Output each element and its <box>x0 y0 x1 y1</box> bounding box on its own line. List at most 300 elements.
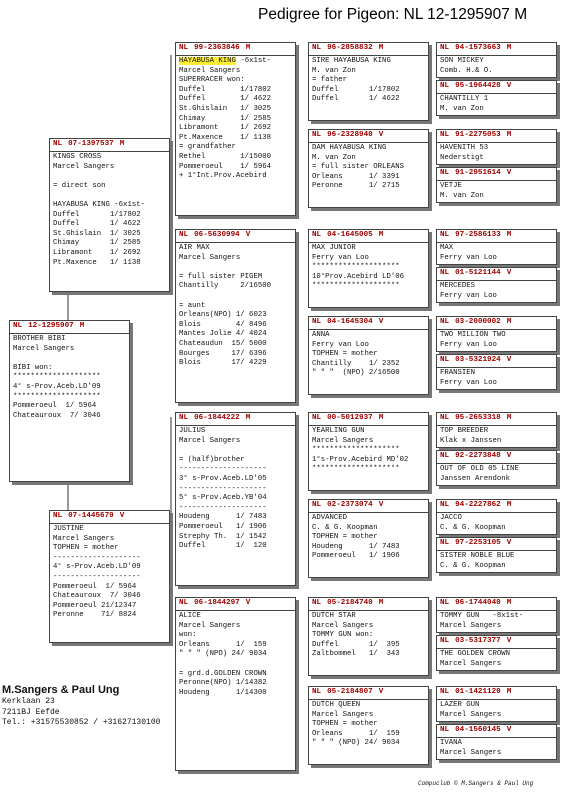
pedigree-card-ddd <box>308 686 429 765</box>
ring-number-header <box>176 230 295 243</box>
sex-marker: V <box>506 169 512 177</box>
ring-number: 07-1445679 <box>68 512 114 520</box>
country-code: NL <box>312 231 322 239</box>
card-line: Duffel 1/ 4622 <box>179 95 271 104</box>
country-code: NL <box>13 322 23 330</box>
ring-number-header <box>309 598 428 611</box>
pigeon-name: MAX JUNIOR <box>312 244 356 252</box>
card-body <box>437 426 556 447</box>
card-line: Chantilly 1/ 2352 <box>312 359 400 368</box>
ring-number-header <box>309 413 428 426</box>
card-line: ******************** <box>13 373 101 382</box>
card-line: Duffel 1/17802 <box>53 210 141 219</box>
sex-marker: M <box>378 414 384 422</box>
ring-number-header <box>10 321 129 334</box>
software-credit: Compuclub © M.Sangers & Paul Ung <box>418 780 534 787</box>
ring-number-header <box>309 230 428 243</box>
card-line: TOPHEN = mother <box>312 350 378 359</box>
ring-number-header <box>50 139 169 152</box>
card-line: Chateauroux 7/ 3046 <box>53 592 141 601</box>
card-line: = grd.d.GOLDEN CROWN <box>179 669 267 678</box>
card-line: Pt.Maxence 1/ 1138 <box>53 258 141 267</box>
card-line: Libramont 1/ 2692 <box>53 248 141 257</box>
card-line: St.Ghislain 1/ 3025 <box>53 229 141 238</box>
pedigree-card-sss <box>308 42 429 121</box>
breeder-address <box>2 684 160 729</box>
card-line: Chateaudun 15/ 5000 <box>179 339 267 348</box>
sex-marker: M <box>506 44 512 52</box>
card-line: = full sister PIGEM <box>179 272 263 281</box>
pigeon-name: CHANTILLY 1 <box>440 95 489 103</box>
card-line: Chateauroux 7/ 3046 <box>13 411 101 420</box>
pedigree-card-g8b <box>436 724 557 760</box>
card-line: Marcel Sangers <box>13 344 75 353</box>
ring-number-header <box>437 130 556 143</box>
card-line: Marcel Sangers <box>440 710 502 719</box>
card-line: Ferry van Loo <box>312 253 369 262</box>
sex-marker: V <box>506 82 512 90</box>
sex-marker: M <box>378 599 384 607</box>
ring-number-header <box>437 230 556 243</box>
ring-number-header <box>437 168 556 181</box>
ring-number-header <box>309 130 428 143</box>
card-line: Peronne 71/ 8824 <box>53 611 137 620</box>
card-line: Duffel 1/17802 <box>179 85 271 94</box>
sex-marker: M <box>245 44 251 52</box>
card-body <box>437 611 556 632</box>
country-code: NL <box>179 599 189 607</box>
country-code: NL <box>312 599 322 607</box>
card-body <box>437 94 556 115</box>
ring-number: 91-2275053 <box>455 131 501 139</box>
sex-marker: M <box>506 599 512 607</box>
pedigree-card-ds <box>175 412 296 586</box>
card-line: = grandfather <box>179 143 236 152</box>
card-line: BIBI won: <box>13 363 53 372</box>
card-line: 1°s-Prov.Acebird MD'02 <box>312 455 409 464</box>
sex-marker: V <box>506 452 512 460</box>
country-code: NL <box>179 231 189 239</box>
ring-number: 95-2653318 <box>455 414 501 422</box>
card-line: Pommeroeul 21/12347 <box>53 601 137 610</box>
ring-number-header <box>437 725 556 738</box>
card-line: ******************** <box>312 263 400 272</box>
pedigree-card-g5a <box>436 412 557 448</box>
card-body <box>437 368 556 389</box>
country-code: NL <box>53 140 63 148</box>
card-line: Marcel Sangers <box>179 621 241 630</box>
card-body <box>437 56 556 77</box>
card-line: Pommeroeul 1/ 5964 <box>13 402 97 411</box>
card-line: Houdeng 1/ 7483 <box>179 513 267 522</box>
pigeon-name: LAZER GUN <box>440 701 480 709</box>
pigeon-name: BROTHER BIBI <box>13 335 66 343</box>
sex-marker: M <box>506 501 512 509</box>
sex-marker: V <box>378 688 384 696</box>
sex-marker: V <box>245 599 251 607</box>
card-line <box>179 263 292 273</box>
sex-marker: V <box>378 501 384 509</box>
pedigree-card-g3b <box>436 267 557 303</box>
card-body <box>437 513 556 534</box>
card-line: + 1°Int.Prov.Acebird <box>179 172 267 181</box>
card-body <box>437 181 556 202</box>
country-code: NL <box>440 318 450 326</box>
pigeon-name: FRANSIEN <box>440 369 476 377</box>
card-line: Pommeroeul 1/ 5964 <box>179 162 271 171</box>
card-line: " " " (NPO) 2/16500 <box>312 369 400 378</box>
card-line: -------------------- <box>179 503 267 512</box>
ring-number: 96-2328940 <box>327 131 373 139</box>
card-line: Marcel Sangers <box>53 534 115 543</box>
ring-number-header <box>50 511 169 524</box>
card-line: St.Ghislain 1/ 3025 <box>179 104 271 113</box>
country-code: NL <box>179 414 189 422</box>
ring-number-header <box>309 43 428 56</box>
card-line: -------------------- <box>53 553 141 562</box>
card-line: Comb. H.& O. <box>440 66 493 75</box>
card-body <box>176 56 295 183</box>
sex-marker: M <box>378 231 384 239</box>
pigeon-name <box>179 57 292 67</box>
card-line: = full sister ORLEANS <box>312 163 404 172</box>
pigeon-name: AIR MAX <box>179 244 210 252</box>
ring-number: 96-1744040 <box>455 599 501 607</box>
card-line: Houdeng 1/14300 <box>179 688 267 697</box>
pedigree-card-subject <box>9 320 130 482</box>
card-body <box>437 551 556 572</box>
card-line: Ferry van Loo <box>440 253 497 262</box>
ring-number-header <box>437 538 556 551</box>
ring-number: 96-2858832 <box>327 44 373 52</box>
ring-number-header <box>309 317 428 330</box>
country-code: NL <box>440 599 450 607</box>
pigeon-name: TOMMY GUN -8x1st- <box>440 612 524 620</box>
card-line: = aunt <box>179 301 206 310</box>
address-line: Kerklaan 23 <box>2 697 55 706</box>
ring-number-header <box>437 636 556 649</box>
card-line: 10°Prov.Acebird LD'06 <box>312 272 404 281</box>
pedigree-card-g6b <box>436 537 557 573</box>
pigeon-name: YEARLING GUN <box>312 427 365 435</box>
card-line: -------------------- <box>53 572 141 581</box>
ring-number: 97-2586133 <box>455 231 501 239</box>
sex-marker: V <box>245 231 251 239</box>
pigeon-name: JUSTINE <box>53 525 84 533</box>
card-line: Pommeroeul 1/ 1906 <box>312 552 400 561</box>
pedigree-card-sds <box>308 229 429 308</box>
pedigree-card-sire <box>49 138 170 292</box>
pedigree-card-g7a <box>436 597 557 633</box>
name-suffix: -6x1st- <box>235 57 271 65</box>
breeder-name: M.Sangers & Paul Ung <box>2 684 120 696</box>
card-line: Strephy Th. 1/ 1542 <box>179 532 267 541</box>
page-title: Pedigree for Pigeon: NL 12-1295907 M <box>258 6 528 23</box>
card-line: 5° s-Prov.Aceb.YB'04 <box>179 494 267 503</box>
country-code: NL <box>312 414 322 422</box>
card-line: C. & G. Koopman <box>312 523 378 532</box>
card-line: Orleans(NPO) 1/ 6023 <box>179 311 267 320</box>
ring-number: 06-5630994 <box>194 231 240 239</box>
ring-number: 07-1397537 <box>68 140 114 148</box>
ring-number: 00-5012937 <box>327 414 373 422</box>
card-line: Nederstigt <box>440 153 484 162</box>
pigeon-name: JULIUS <box>179 427 206 435</box>
card-line: Bourges 17/ 6396 <box>179 349 267 358</box>
card-line: C. & G. Koopman <box>440 523 506 532</box>
card-line: Marcel Sangers <box>179 66 241 75</box>
sex-marker: M <box>506 131 512 139</box>
card-line: SUPERRACER won: <box>179 76 245 85</box>
card-line: Marcel Sangers <box>440 659 502 668</box>
card-line: Duffel 1/ 395 <box>312 640 400 649</box>
card-line: Peronne(NPO) 1/14382 <box>179 679 267 688</box>
ring-number-header <box>309 500 428 513</box>
card-line: 4° s-Prov.Aceb.LD'09 <box>13 382 101 391</box>
ring-number: 94-1573663 <box>455 44 501 52</box>
pigeon-name: SISTER NOBLE BLUE <box>440 552 515 560</box>
sex-marker: V <box>506 539 512 547</box>
card-line: ******************** <box>312 465 400 474</box>
ring-number-header <box>437 451 556 464</box>
card-line: Marcel Sangers <box>440 748 502 757</box>
country-code: NL <box>312 688 322 696</box>
sex-marker: V <box>119 512 125 520</box>
country-code: NL <box>440 82 450 90</box>
sex-marker: M <box>506 688 512 696</box>
card-body <box>176 611 295 699</box>
pigeon-name: ALICE <box>179 612 201 620</box>
card-line: " " " (NPO) 24/ 9034 <box>179 650 267 659</box>
ring-number: 97-2253105 <box>455 539 501 547</box>
card-body <box>309 143 428 193</box>
ring-number-header <box>309 687 428 700</box>
card-line: Duffel 1/17802 <box>312 85 400 94</box>
country-code: NL <box>440 452 450 460</box>
card-line: Ferry van Loo <box>440 378 497 387</box>
ring-number: 95-1964428 <box>455 82 501 90</box>
card-line: Marcel Sangers <box>312 621 374 630</box>
card-line: Chimay 1/ 2585 <box>53 239 141 248</box>
card-line: Houdeng 1/ 7483 <box>312 542 400 551</box>
pedigree-card-dd <box>175 597 296 771</box>
pigeon-name: MAX <box>440 244 454 252</box>
card-line <box>53 172 166 182</box>
ring-number: 03-5321924 <box>455 356 501 364</box>
country-code: NL <box>312 131 322 139</box>
card-line: Orleans 1/ 3391 <box>312 172 400 181</box>
country-code: NL <box>440 688 450 696</box>
ring-number-header <box>437 268 556 281</box>
ring-number: 04-1645005 <box>327 231 373 239</box>
ring-number: 03-2000002 <box>455 318 501 326</box>
card-line: Blois 17/ 4229 <box>179 359 267 368</box>
card-line: 3° s-Prov.Aceb.LD'05 <box>179 474 267 483</box>
card-line: Duffel 1/ 4622 <box>53 220 141 229</box>
country-code: NL <box>440 501 450 509</box>
card-line: M. van Zon <box>312 153 356 162</box>
pedigree-card-g1b <box>436 80 557 116</box>
pedigree-card-g4b <box>436 354 557 390</box>
card-body <box>309 243 428 293</box>
card-line: Chantilly 2/16500 <box>179 282 271 291</box>
card-body <box>437 143 556 164</box>
pigeon-name: SON MICKEY <box>440 57 484 65</box>
ring-number: 04-1645304 <box>327 318 373 326</box>
card-line: TOPHEN = mother <box>312 533 378 542</box>
card-line: Peronne 1/ 2715 <box>312 182 400 191</box>
card-line <box>13 354 126 364</box>
card-line: TOPHEN = mother <box>53 544 119 553</box>
pigeon-name: THE GOLDEN CROWN <box>440 650 511 658</box>
card-line <box>53 191 166 201</box>
card-line: Marcel Sangers <box>53 162 115 171</box>
pigeon-name: KINGS CROSS <box>53 153 102 161</box>
ring-number-header <box>437 598 556 611</box>
highlighted-name: HAYABUSA KING <box>179 57 236 65</box>
country-code: NL <box>440 414 450 422</box>
phone-line: Tel.: +31575530852 / +31627130100 <box>2 718 161 727</box>
card-body <box>309 513 428 563</box>
sex-marker: M <box>506 318 512 326</box>
pedigree-card-dss <box>308 412 429 491</box>
card-line: Klak x Janssen <box>440 436 502 445</box>
card-body <box>437 649 556 670</box>
pedigree-card-sd <box>175 229 296 403</box>
card-line: Marcel Sangers <box>312 710 374 719</box>
card-line <box>179 292 292 302</box>
ring-number-header <box>437 413 556 426</box>
card-body <box>437 281 556 302</box>
card-line: Marcel Sangers <box>440 621 502 630</box>
card-line: TOMMY GUN won: <box>312 631 374 640</box>
ring-number: 94-2227862 <box>455 501 501 509</box>
country-code: NL <box>440 637 450 645</box>
country-code: NL <box>312 318 322 326</box>
card-body <box>50 152 169 269</box>
card-line: Orleans 1/ 159 <box>312 729 400 738</box>
card-line: = direct son <box>53 181 106 190</box>
pedigree-card-g5b <box>436 450 557 486</box>
card-body <box>437 243 556 264</box>
card-line: M. van Zon <box>312 66 356 75</box>
ring-number: 03-5317377 <box>455 637 501 645</box>
card-line: Libramont 1/ 2692 <box>179 124 271 133</box>
pigeon-name: ADVANCED <box>312 514 348 522</box>
card-line: Rethel 1/15000 <box>179 152 271 161</box>
card-line: TOPHEN = mother <box>312 720 378 729</box>
pedigree-card-dsd <box>308 499 429 578</box>
card-line: Marcel Sangers <box>312 436 374 445</box>
card-body <box>10 334 129 422</box>
pigeon-name: SIRE HAYABUSA KING <box>312 57 391 65</box>
card-body <box>437 700 556 721</box>
card-body <box>309 330 428 380</box>
sex-marker: M <box>378 44 384 52</box>
ring-number-header <box>176 43 295 56</box>
sex-marker: M <box>119 140 125 148</box>
ring-number: 02-2373074 <box>327 501 373 509</box>
pedigree-card-g8a <box>436 686 557 722</box>
ring-number-header <box>437 355 556 368</box>
card-line: Marcel Sangers <box>179 436 241 445</box>
card-line: Marcel Sangers <box>179 253 241 262</box>
pigeon-name: DUTCH QUEEN <box>312 701 361 709</box>
ring-number-header <box>437 81 556 94</box>
ring-number: 12-1295907 <box>28 322 74 330</box>
pedigree-card-ss <box>175 42 296 216</box>
pedigree-card-g2a <box>436 129 557 165</box>
card-line: M. van Zon <box>440 191 484 200</box>
country-code: NL <box>179 44 189 52</box>
pigeon-name: IVANA <box>440 739 462 747</box>
ring-number-header <box>437 687 556 700</box>
pedigree-card-dds <box>308 597 429 676</box>
ring-number-header <box>437 500 556 513</box>
card-line: Ferry van Loo <box>440 340 497 349</box>
sex-marker: M <box>506 414 512 422</box>
sex-marker: M <box>79 322 85 330</box>
card-line: ******************** <box>312 282 400 291</box>
country-code: NL <box>440 169 450 177</box>
ring-number: 92-2273848 <box>455 452 501 460</box>
card-line: = (half)brother <box>179 455 245 464</box>
card-body <box>309 700 428 750</box>
country-code: NL <box>440 539 450 547</box>
pigeon-name: DUTCH STAR <box>312 612 356 620</box>
ring-number: 01-5121144 <box>455 269 501 277</box>
ring-number: 05-2184807 <box>327 688 373 696</box>
pedigree-card-g7b <box>436 635 557 671</box>
ring-number: 99-2363846 <box>194 44 240 52</box>
country-code: NL <box>440 131 450 139</box>
card-line: Chimay 1/ 2585 <box>179 114 271 123</box>
sex-marker: M <box>506 231 512 239</box>
pedigree-card-g3a <box>436 229 557 265</box>
pigeon-name: TOP BREEDER <box>440 427 489 435</box>
pigeon-name: TWO MILLION TWO <box>440 331 506 339</box>
ring-number: 06-1844297 <box>194 599 240 607</box>
pedigree-card-g4a <box>436 316 557 352</box>
ring-number: 01-1421120 <box>455 688 501 696</box>
sex-marker: M <box>245 414 251 422</box>
card-line: Janssen Arendonk <box>440 474 511 483</box>
ring-number: 04-1560145 <box>455 726 501 734</box>
card-body <box>309 426 428 476</box>
pedigree-card-g2b <box>436 167 557 203</box>
country-code: NL <box>440 231 450 239</box>
pigeon-name: OUT OF OLD 05 LINE <box>440 465 519 473</box>
pigeon-name: ANNA <box>312 331 330 339</box>
card-line <box>179 660 292 670</box>
card-line: ******************** <box>312 446 400 455</box>
card-line: Duffel 1/ 120 <box>179 542 267 551</box>
card-line: Ferry van Loo <box>312 340 369 349</box>
card-line: Ferry van Loo <box>440 291 497 300</box>
pigeon-name: HAVENITH 53 <box>440 144 489 152</box>
card-line: -------------------- <box>179 484 267 493</box>
card-line: -------------------- <box>179 465 267 474</box>
card-body <box>309 56 428 106</box>
country-code: NL <box>440 44 450 52</box>
sex-marker: V <box>506 726 512 734</box>
card-line <box>179 446 292 456</box>
ring-number-header <box>437 43 556 56</box>
card-line: C. & G. Koopman <box>440 561 506 570</box>
card-line: " " " (NPO) 24/ 9034 <box>312 739 400 748</box>
pedigree-card-g6a <box>436 499 557 535</box>
card-line: 4° s-Prov.Aceb.LD'09 <box>53 563 141 572</box>
